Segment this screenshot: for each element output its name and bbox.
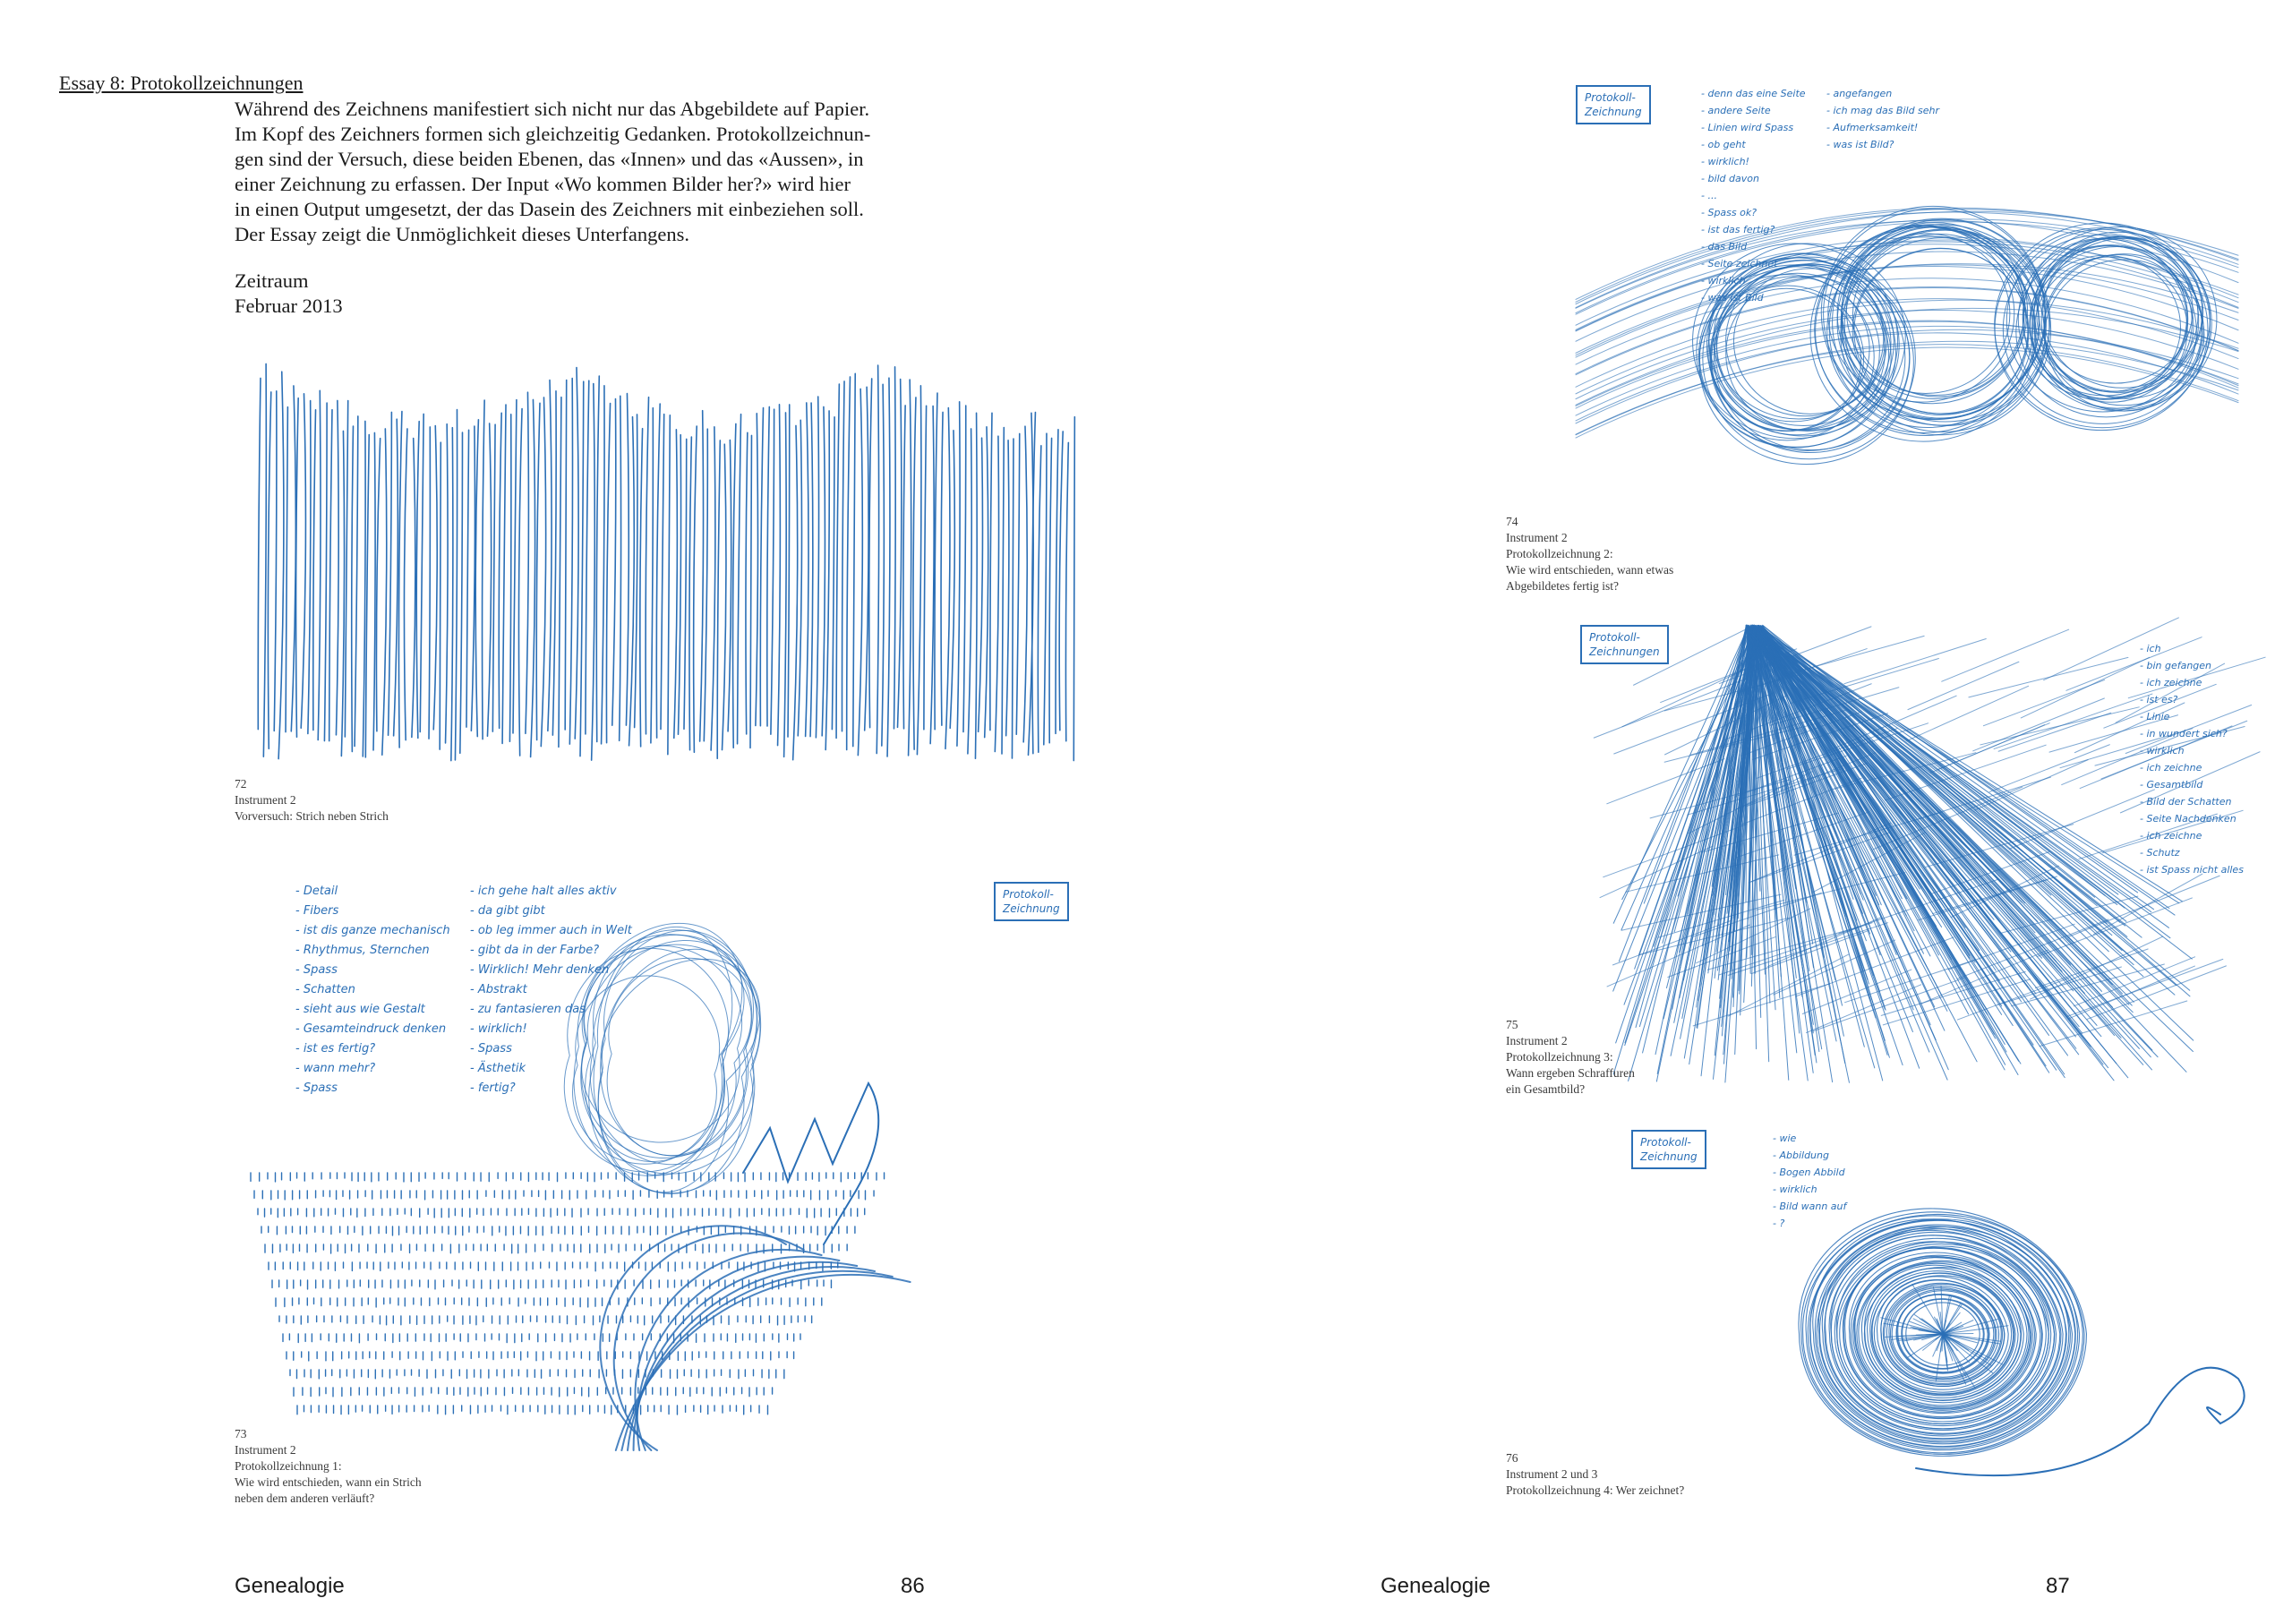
figure-76-caption (1506, 1450, 1684, 1499)
ink-stroke (376, 439, 380, 731)
ink-stroke (877, 365, 878, 753)
ink-stroke (1065, 442, 1068, 740)
caption-line: Abgebildetes fertig ist? (1506, 579, 1619, 593)
ink-stroke (254, 1191, 874, 1200)
ink-stroke (2101, 721, 2247, 779)
ink-stroke (1576, 240, 2238, 330)
ink-stroke (586, 380, 589, 734)
ink-stroke (1576, 237, 2238, 325)
ink-stroke (1908, 662, 2019, 709)
ink-stroke (750, 435, 751, 748)
ink-stroke (324, 403, 327, 740)
ink-stroke (674, 430, 678, 738)
ink-stroke (278, 372, 284, 758)
ink-stroke (1758, 628, 2112, 1007)
caption-line: neben dem anderen verläuft? (235, 1492, 375, 1505)
ink-stroke (269, 1262, 838, 1271)
footer-title: Genealogie (235, 1574, 345, 1598)
page-number: 86 (901, 1574, 925, 1598)
ink-stroke (2074, 703, 2184, 753)
ink-stroke (1038, 446, 1041, 752)
ink-stroke (717, 440, 720, 758)
ink-stroke (620, 396, 621, 740)
ink-stroke (382, 429, 387, 755)
ink-stroke (1760, 626, 2193, 1040)
ink-stroke (1006, 440, 1009, 736)
ink-stroke (336, 400, 338, 734)
ink-stroke (586, 944, 760, 1174)
handwritten-notes: - angefangen - ich mag das Bild sehr - Aufmerksamkeit! - was ist Bild? (1826, 88, 1940, 150)
ink-stroke (363, 421, 365, 756)
figure-75-hatching-drawing (1576, 618, 2256, 1101)
ink-stroke (887, 378, 890, 756)
ink-stroke (451, 428, 453, 761)
ink-stroke (788, 405, 790, 737)
ink-stroke (995, 436, 998, 751)
ink-stroke (2116, 663, 2225, 722)
ink-stroke (355, 416, 358, 747)
caption-line: Instrument 2 (1506, 531, 1568, 544)
ink-stroke (258, 1209, 865, 1218)
intro-line: einer Zeichnung zu erfassen. Der Input «Wo kommen Bilder her?» wird hier (235, 173, 851, 195)
ink-stroke (596, 376, 599, 742)
ink-stroke (580, 381, 584, 756)
ink-stroke (487, 423, 491, 736)
ink-stroke (2120, 752, 2260, 813)
ink-stroke (784, 413, 787, 756)
caption-line: Vorversuch: Strich neben Strich (235, 809, 389, 823)
intro-line: in einen Output umgesetzt, der das Dasein des Zeichners mit einbeziehen soll. (235, 198, 864, 220)
figure-number: 76 (1506, 1451, 1518, 1465)
ink-stroke (1576, 345, 2238, 435)
ink-stroke (416, 422, 419, 739)
ink-stroke (678, 435, 680, 735)
figure-75-caption (1506, 1017, 1635, 1098)
ink-stroke (798, 420, 801, 736)
ink-stroke (635, 415, 637, 728)
ink-stroke (1973, 698, 2105, 751)
ink-stroke (1994, 694, 2152, 749)
ink-stroke (398, 412, 401, 748)
handwritten-notes: - Detail - Fibers - ist dis ganze mechanisch - Rhythmus, Sternchen - Spass - Schatten - sieht aus wie Gestalt - Gesamteindruck denken - ist es fertig? - wann mehr? - Spass (295, 885, 450, 1095)
ink-stroke (592, 384, 595, 761)
ink-stroke (268, 392, 270, 748)
ink-stroke (816, 397, 818, 738)
ink-stroke (297, 1406, 767, 1415)
ink-stroke (858, 389, 862, 755)
protokoll-stamp: Protokoll- Zeichnung (1631, 1130, 1706, 1169)
caption-line: Instrument 2 (235, 1443, 296, 1457)
ink-stroke (1576, 341, 2238, 434)
figure-74-caption (1506, 514, 1673, 594)
ink-stroke (607, 958, 751, 1155)
figure-number: 73 (235, 1427, 247, 1440)
ink-stroke (930, 406, 934, 744)
ink-stroke (602, 386, 604, 744)
ink-stroke (869, 379, 872, 728)
ink-stroke (565, 380, 567, 730)
ink-stroke (700, 411, 704, 741)
ink-stroke (935, 393, 937, 730)
ink-stroke (502, 405, 506, 743)
ink-stroke (313, 410, 316, 731)
ink-stroke (945, 408, 950, 749)
ink-stroke (1073, 417, 1074, 761)
ink-stroke (733, 423, 736, 748)
caption-line: Instrument 2 (1506, 1034, 1568, 1047)
caption-line: Protokollzeichnung 3: (1506, 1050, 1613, 1064)
footer-title: Genealogie (1381, 1574, 1491, 1598)
figure-76-spiral-drawing (1773, 1200, 2274, 1504)
protokoll-stamp: Protokoll- Zeichnungen (1580, 625, 1669, 664)
zeitraum-value: Februar 2013 (235, 295, 343, 317)
ink-stroke (301, 394, 305, 728)
ink-stroke (455, 410, 457, 760)
ink-stroke (291, 386, 295, 731)
ink-stroke (329, 410, 332, 741)
ink-stroke (656, 404, 660, 738)
ink-stroke (778, 405, 781, 746)
ink-stroke (723, 444, 726, 749)
ink-stroke (842, 381, 844, 731)
ink-stroke (646, 397, 648, 734)
ink-stroke (1943, 1333, 1973, 1334)
ink-stroke (822, 406, 825, 735)
ink-stroke (651, 408, 653, 743)
figure-73-protocol-drawing (242, 949, 1101, 1486)
ink-stroke (308, 401, 311, 734)
ink-stroke (531, 399, 535, 756)
ink-stroke (373, 432, 375, 749)
ink-stroke (1576, 310, 2238, 398)
intro-paragraph (235, 97, 933, 247)
ink-stroke (629, 417, 635, 746)
ink-stroke (1012, 439, 1013, 758)
ink-stroke (420, 414, 423, 731)
figure-72-caption (235, 776, 389, 825)
ink-stroke (903, 406, 905, 729)
ink-stroke (1709, 244, 1906, 431)
ink-stroke (1002, 428, 1004, 754)
ink-stroke (968, 429, 971, 754)
ink-stroke (433, 426, 437, 730)
ink-stroke (483, 400, 485, 739)
ink-stroke (283, 1334, 800, 1343)
ink-stroke (743, 1083, 878, 1244)
ink-stroke (394, 419, 398, 736)
ink-stroke (318, 390, 321, 739)
ink-stroke (985, 427, 988, 738)
handwritten-notes: - ich - bin gefangen - ich zeichne - ist es? - Linie - in wundert sich? - wirklich - ich zeichne - Gesamtbild - Bild der Schatten - Seite Nachdenken - ich zeichne - Schutz - ist Spass nicht alles (2140, 643, 2244, 876)
ink-stroke (475, 420, 478, 737)
ink-stroke (526, 392, 528, 733)
zeitraum-label: Zeitraum (235, 269, 309, 292)
protokoll-stamp: Protokoll- Zeichnung (1576, 85, 1651, 124)
ink-stroke (276, 1298, 822, 1307)
ink-stroke (606, 404, 610, 743)
ink-stroke (635, 1250, 821, 1450)
ink-stroke (963, 406, 966, 731)
ink-stroke (668, 415, 670, 755)
caption-line: Protokollzeichnung 1: (235, 1459, 342, 1473)
ink-stroke (466, 430, 469, 727)
ink-stroke (767, 406, 770, 725)
ink-stroke (898, 379, 902, 727)
ink-stroke (2066, 959, 2223, 1016)
ink-stroke (429, 427, 430, 739)
ink-stroke (460, 432, 463, 753)
ink-stroke (738, 415, 741, 744)
intro-line: Der Essay zeigt die Unmöglichkeit dieses Unterfangens. (235, 223, 689, 245)
intro-line: Während des Zeichnens manifestiert sich nicht nur das Abgebildete auf Papier. (235, 98, 870, 120)
ink-stroke (290, 1370, 784, 1379)
ink-stroke (882, 384, 885, 746)
figure-number: 74 (1506, 515, 1518, 528)
figure-number: 75 (1506, 1018, 1518, 1031)
ink-stroke (950, 431, 954, 729)
ink-stroke (684, 439, 687, 729)
ink-stroke (471, 426, 475, 731)
ink-stroke (1942, 629, 2069, 681)
right-page (1146, 0, 2292, 1624)
figure-number: 72 (235, 777, 247, 791)
ink-stroke (979, 438, 983, 731)
ink-stroke (661, 415, 664, 730)
figure-73-caption (235, 1426, 422, 1507)
ink-stroke (446, 424, 449, 743)
ink-stroke (793, 425, 798, 759)
ink-stroke (756, 414, 758, 726)
ink-stroke (865, 387, 868, 731)
ink-stroke (1726, 277, 1889, 432)
ink-stroke (1056, 430, 1058, 734)
ink-stroke (2079, 814, 2218, 859)
ink-stroke (810, 403, 813, 737)
ink-stroke (832, 417, 834, 730)
ink-stroke (499, 413, 501, 728)
caption-line: Protokollzeichnung 2: (1506, 547, 1613, 560)
ink-stroke (1729, 954, 1849, 1016)
ink-stroke (704, 429, 707, 741)
ink-stroke (917, 386, 921, 755)
ink-stroke (1049, 438, 1052, 742)
handwritten-notes: - wie - Abbildung - Bogen Abbild - wirklich - Bild wann auf - ? (1773, 1133, 1847, 1229)
ink-stroke (412, 439, 415, 738)
caption-line: Wann ergeben Schraffuren (1506, 1066, 1635, 1080)
ink-stroke (909, 380, 911, 756)
ink-stroke (640, 429, 643, 747)
ink-stroke (957, 402, 960, 746)
ink-stroke (286, 1352, 794, 1361)
ink-stroke (258, 378, 261, 729)
ink-stroke (1748, 626, 1981, 957)
intro-line: gen sind der Versuch, diese beiden Ebenen, das «Innen» und das «Aussen», in (235, 148, 864, 170)
ink-stroke (771, 409, 774, 734)
ink-stroke (1844, 638, 1986, 683)
ink-stroke (552, 391, 556, 735)
ink-stroke (806, 403, 808, 737)
ink-stroke (913, 397, 916, 749)
ink-stroke (559, 397, 561, 748)
ink-stroke (294, 1388, 773, 1397)
ink-stroke (536, 403, 540, 739)
zeitraum-block (235, 269, 343, 319)
ink-stroke (1576, 266, 2238, 353)
ink-stroke (2010, 790, 2155, 849)
ink-stroke (894, 367, 895, 729)
caption-line: Wie wird entschieden, wann etwas (1506, 563, 1674, 577)
ink-stroke (847, 377, 851, 750)
ink-stroke (2060, 729, 2193, 768)
ink-stroke (569, 379, 572, 744)
caption-line: Instrument 2 (235, 793, 296, 807)
ink-stroke (941, 412, 943, 725)
ink-stroke (345, 401, 347, 737)
figure-72-stroke-drawing (251, 340, 1101, 788)
ink-stroke (990, 413, 992, 730)
ink-stroke (1969, 657, 2128, 697)
ink-stroke (513, 400, 517, 733)
ink-stroke (711, 427, 715, 750)
ink-stroke (694, 426, 697, 752)
ink-stroke (263, 363, 266, 756)
ink-stroke (352, 426, 354, 751)
ink-stroke (728, 440, 731, 731)
caption-line: ein Gesamtbild? (1506, 1082, 1586, 1096)
ink-stroke (2104, 684, 2216, 728)
ink-stroke (1059, 432, 1063, 731)
ink-stroke (626, 394, 629, 726)
intro-line: Im Kopf des Zeichners formen sich gleichzeitig Gedanken. Protokollzeichnun- (235, 123, 871, 145)
essay-title: Essay 8: Protokollzeichnungen (59, 72, 304, 94)
ink-stroke (836, 384, 839, 738)
ink-stroke (689, 437, 691, 750)
handwritten-notes: - ich gehe halt alles aktiv - da gibt gibt - ob leg immer auch in Welt - gibt da in der Farbe? - Wirklich! Mehr denken - Abstrakt - zu fantasieren das - wirklich! - Spass - Ästhetik - fertig? (470, 885, 632, 1095)
ink-stroke (509, 415, 510, 741)
caption-line: Wie wird entschieden, wann ein Strich (235, 1475, 422, 1489)
caption-line: Protokollzeichnung 4: Wer zeichnet? (1506, 1483, 1685, 1497)
ink-stroke (924, 406, 927, 730)
ink-stroke (760, 408, 763, 726)
ink-stroke (975, 413, 977, 758)
ink-stroke (1044, 433, 1047, 745)
figure-74-circles-drawing (1576, 188, 2238, 528)
ink-stroke (1754, 629, 2122, 951)
ink-stroke (2044, 618, 2179, 680)
ink-stroke (746, 432, 748, 734)
ink-stroke (1906, 686, 2028, 740)
ink-stroke (621, 1271, 892, 1450)
ink-stroke (518, 409, 522, 756)
ink-stroke (296, 398, 299, 738)
ink-stroke (1023, 426, 1027, 742)
ink-stroke (492, 424, 495, 731)
ink-stroke (404, 429, 406, 740)
ink-stroke (341, 431, 344, 756)
ink-stroke (612, 398, 616, 725)
ink-stroke (286, 407, 287, 732)
ink-stroke (853, 373, 855, 746)
ink-stroke (575, 367, 578, 739)
ink-stroke (1016, 433, 1019, 734)
handwritten-notes: - denn das eine Seite - andere Seite - Linien wird Spass - ob geht - wirklich! - bild davon - ... - Spass ok? - ist das fertig? - das Bild - Seite zeichnet - wirklich - was ist Bild (1701, 88, 1806, 303)
ink-stroke (279, 1316, 812, 1325)
protokoll-stamp: Protokoll- Zeichnung (994, 882, 1069, 921)
ink-stroke (365, 435, 369, 757)
page-number: 87 (2046, 1574, 2070, 1598)
ink-stroke (541, 397, 545, 747)
caption-line: Instrument 2 und 3 (1506, 1467, 1598, 1481)
ink-stroke (2102, 810, 2243, 853)
ink-stroke (548, 380, 552, 731)
ink-stroke (614, 1234, 804, 1450)
ink-stroke (389, 412, 392, 735)
ink-stroke (274, 391, 277, 731)
ink-stroke (2049, 715, 2178, 752)
ink-stroke (825, 411, 829, 750)
